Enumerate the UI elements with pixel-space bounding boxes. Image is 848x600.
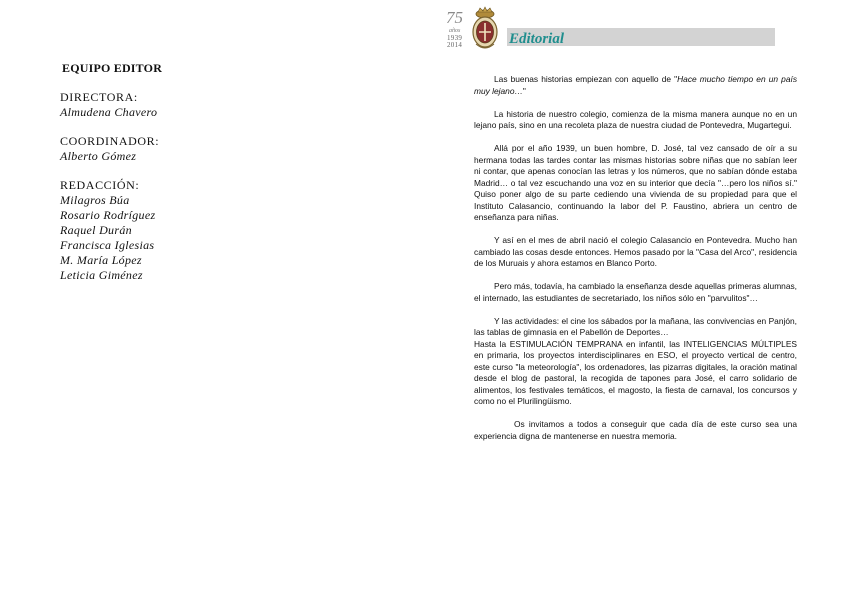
anniversary-number: 75 [446,8,463,27]
team-member-name: M. María López [60,253,142,267]
section-title: Editorial [509,31,565,47]
article-paragraph: La historia de nuestro colegio, comienza de la misma manera aunque no en un lejano país, sino en una recoleta plaza de nuestra ciudad de Pontevedra, Mugartegui. [474,108,797,130]
coordinator-block [60,134,159,164]
role-label: REDACCIÓN: [60,178,140,192]
team-member-name: Raquel Durán [60,223,132,237]
role-label: COORDINADOR: [60,134,160,148]
team-member-name: Milagros Búa [60,193,130,207]
school-seal-icon [470,6,500,52]
editorial-staff-block [60,178,155,283]
role-label: DIRECTORA: [60,90,138,104]
year-start: 1939 [447,34,463,42]
anniversary-word: años [449,28,461,34]
team-member-name: Rosario Rodríguez [60,208,156,222]
team-title: EQUIPO EDITOR [62,61,163,75]
paragraph-text: " [522,85,526,96]
quoted-phrase: Hace mucho tiempo en un país muy lejano… [474,74,798,96]
director-block [60,90,157,120]
article-paragraph: Hasta la ESTIMULACIÓN TEMPRANA en infantil, las INTELIGENCIAS MÚLTIPLES en primaria, los proyectos interdisciplinares en ESO, el proyecto vertical de centro, este curso "la meteorología", los ordenadores, las pizarras digitales, la oración matinal desde el blog de pastoral, la recogida de tapones para José, el carro solidario de alimentos, los festivales temáticos, el magosto, la fiesta de carnaval, los concursos y como no el Plurilingüismo. [474,338,797,406]
paragraph-text: Las buenas historias empiezan con aquello de " [494,74,678,84]
article-paragraph: Os invitamos a todos a conseguir que cada día de este curso sea una experiencia digna de mantenerse en nuestra memoria. [474,419,797,441]
team-member-name: Almudena Chavero [60,105,158,119]
article-paragraph: Y las actividades: el cine los sábados por la mañana, las convivencias en Panjón, las tablas de gimnasia en el Pabellón de Deportes… [474,315,797,337]
article-paragraph [474,74,797,97]
team-member-name: Leticia Giménez [60,268,143,282]
year-end: 2014 [447,41,463,49]
article-paragraph: Allá por el año 1939, un buen hombre, D. José, tal vez cansado de oír a su hermana todas las tardes contar las mismas historias sobre niñas que no sabían leer ni contar, que apenas conocían las letras y los números, que no sabían dónde estaba Madrid… o tal vez escuchando una voz en su interior que decía "…pero los niños sí." Quiso poner algo de su parte cediendo una vivienda de su propiedad para que el Instituto Calasancio, continuando la labor del P. Faustino, abriera un centro de enseñanza para niñas. [474,143,797,222]
team-member-name: Alberto Gómez [60,149,137,163]
article-paragraph: Pero más, todavía, ha cambiado la enseñanza desde aquellas primeras alumnas, el internado, las estudiantes de secretariado, los niños sólo en "parvulitos"… [474,281,797,303]
right-page [424,0,848,600]
editorial-article [474,74,797,454]
team-member-name: Francisca Iglesias [60,238,155,252]
article-paragraph: Y así en el mes de abril nació el colegio Calasancio en Pontevedra. Mucho han cambiado las cosas desde entonces. Hemos pasado por la "Casa del Arco", residencia de los Muruais y ahora estamos en Blanco Porto. [474,235,797,268]
